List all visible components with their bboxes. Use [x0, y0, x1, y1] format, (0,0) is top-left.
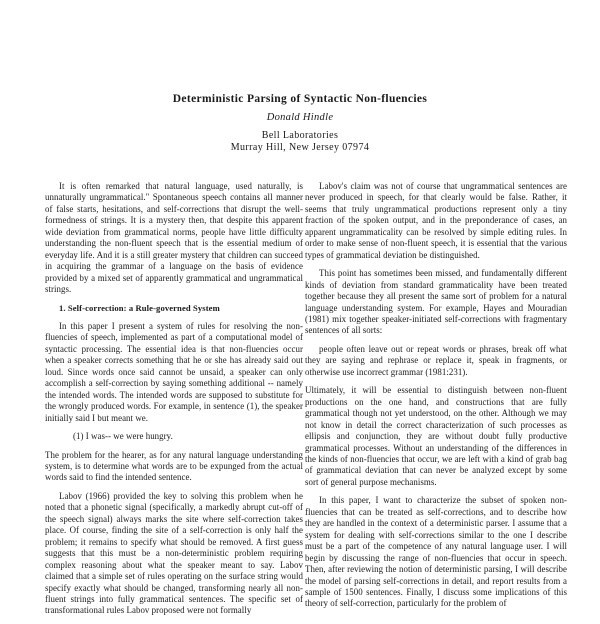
- paper-header: [0, 92, 600, 153]
- body-paragraph: Labov's claim was not of course that ungrammatical sentences are never produced in speech, for that clearly would be false. Rather, it seems that truly ungrammatical productions represent only a tiny fraction of the spoken output, and in the preponderance of cases, an apparent ungrammaticality can be resolved by simple editing rules. In order to make sense of non-fluent speech, it is essential that the various types of grammatical deviation be distinguished.: [305, 181, 567, 260]
- right-column: [305, 181, 567, 617]
- body-paragraph: This point has sometimes been missed, and fundamentally different kinds of deviation from standard grammaticality have been treated together because they all present the same sort of problem for a natural language understanding system. For example, Hayes and Mouradian (1981) mix together speaker-initiated self-corrections with fragmentary sentences of all sorts:: [305, 268, 567, 336]
- affiliation: Bell Laboratories: [261, 130, 339, 141]
- body-paragraph: The problem for the hearer, as for any natural language understanding system, is to determine what words are to be expunged from the actual words said to find the intended sentence.: [45, 449, 303, 483]
- address: Murray Hill, New Jersey 07974: [230, 141, 370, 153]
- body-paragraph: Labov (1966) provided the key to solving this problem when he noted that a phonetic signal (specifically, a markedly abrupt cut-off of the speech signal) always marks the site where self-correction takes place. Of course, finding the site of a self-correction is only half the problem; it remains to specify what should be removed. A first guess suggests that this must be a non-deterministic problem requiring complex reasoning about what the speaker meant to say. Labov claimed that a simple set of rules operating on the surface string would specify exactly what should be changed, transforming nearly all non-fluent strings into fully grammatical sentences. The specific set of transformational rules Labov proposed were not formally: [45, 490, 303, 616]
- author-name: Donald Hindle: [266, 112, 334, 123]
- example-sentence: (1) I was-- we were hungry.: [73, 431, 173, 442]
- body-paragraph: In this paper, I want to characterize the subset of spoken non-fluencies that can be treated as self-corrections, and to describe how they are handled in the context of a deterministic parser. I assume that a system for dealing with self-corrections similar to the one I describe must be a part of the competence of any natural language user. I will begin by discussing the range of non-fluencies that occur in speech. Then, after reviewing the notion of deterministic parsing, I will describe the model of parsing self-corrections in detail, and report results from a sample of 1500 sentences. Finally, I discuss some implications of this theory of self-correction, particularly for the problem of: [305, 495, 567, 609]
- section-heading: 1. Self-correction: a Rule-governed System: [59, 302, 220, 313]
- paper-title: Deterministic Parsing of Syntactic Non-fluencies: [172, 93, 428, 105]
- body-paragraph: In this paper I present a system of rules for resolving the non-fluencies of speech, implemented as part of a computational model of syntactic processing. The essential idea is that non-fluencies occur when a speaker corrects something that he or she has already said out loud. Since words once said cannot be unsaid, a speaker can only accomplish a self-correction by saying something additional -- namely the intended words. The intended words are supposed to substitute for the wrongly produced words. For example, in sentence (1), the speaker initially said I but meant we.: [45, 320, 303, 423]
- intro-paragraph: It is often remarked that natural language, used naturally, is unnaturally ungrammatical." Spontaneous speech contains all manner of false starts, hesitations, and self-corrections that disrupt the well-formedness of strings. It is a mystery then, that despite this apparent wide deviation from grammatical norms, people have little difficulty understanding the non-fluent speech that is the essential medium of everyday life. And it is a still greater mystery that children can succeed in acquiring the grammar of a language on the basis of evidence provided by a mixed set of apparently grammatical and ungrammatical strings.: [45, 181, 303, 295]
- block-quote: people often leave out or repeat words or phrases, break off what they are saying and rephrase or replace it, speak in fragments, or otherwise use incorrect grammar (1981:231).: [305, 343, 567, 377]
- body-paragraph: Ultimately, it will be essential to distinguish between non-fluent productions on the one hand, and constructions that are fully grammatical though not yet understood, on the other. Although we may not know in detail the correct characterization of such processes as ellipsis and conjunction, they are without doubt fully productive grammatical processes. Without an understanding of the differences in the kinds of non-fluencies that occur, we are left with a kind of grab bag of grammatical deviation that can never be analyzed except by some sort of general purpose mechanisms.: [305, 385, 567, 487]
- left-column: [45, 181, 303, 624]
